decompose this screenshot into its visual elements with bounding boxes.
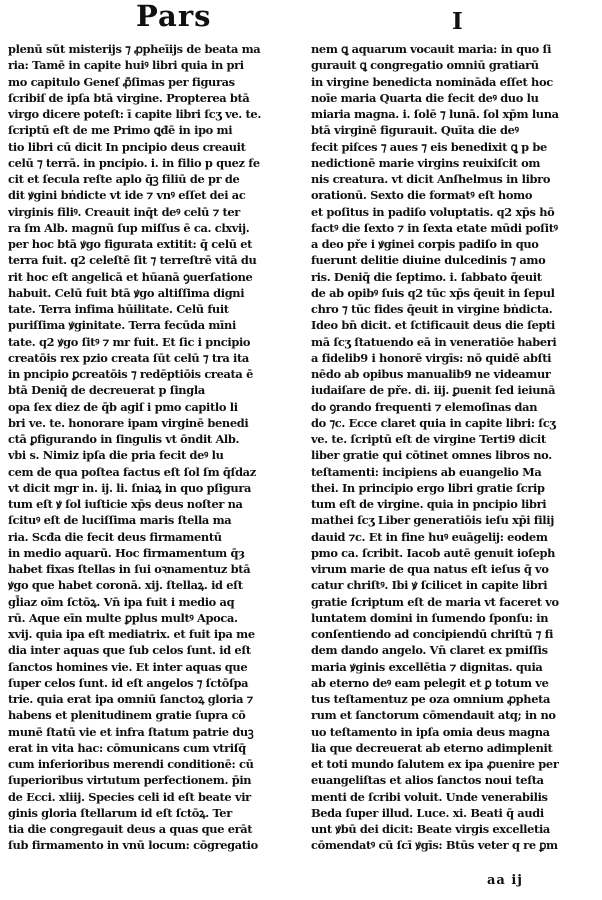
text-line: per hoc btā ꝟgo figurata extitit: q̄ celū et bbox=[8, 237, 253, 251]
text-line: iudaiſare de pře. di. iij. ꝑuenit ſed ieiunā bbox=[311, 383, 556, 398]
text-line: de Ecci. xliij. Species celi id eſt beate vir bbox=[8, 789, 251, 804]
text-line: btā Deniq̄ de decreuerat p ſingla bbox=[8, 383, 205, 398]
text-line: ſuperioribus virtutum perfectionem. p̄in bbox=[8, 773, 252, 788]
text-line: pmo ca. ſcribit. Iacob autē genuit ioſeph bbox=[311, 545, 556, 560]
text-line: teſtamenti: incipiens ab euangelio Ma bbox=[311, 464, 542, 479]
text-line: celū ⁊ terrā. in pncipio. i. in filio p quez fe bbox=[8, 155, 260, 170]
text-line: fecit piſces ⁊ aues ⁊ eis benedixit ꝗ p be bbox=[311, 139, 547, 154]
text-line: in medio aquarū. Hoc firmamentum q̄ȝ bbox=[8, 545, 245, 560]
text-line: erat in vita hac: cōmunicans cum vtriſq̄ bbox=[8, 740, 246, 755]
text-line: mā ſcʒ ſtatuendo eā in veneratiōe haberi bbox=[311, 334, 557, 349]
text-line: trie. quia erat ipa omniū ſanctoꝝ gloria ⁊ bbox=[8, 692, 253, 706]
text-line: Beda ſuper illud. Luce. xi. Beati q̄ audi bbox=[311, 805, 544, 820]
text-line: tum eſt ꝟ ſol iuſticie xp̄s deus noſter na bbox=[8, 497, 243, 511]
text-line: ſcribiſ de ipſa btā virgine. Propterea btā bbox=[8, 90, 250, 105]
text-column-left bbox=[8, 41, 290, 854]
text-line: a deo pře i ꝟginei corpis padiſo in quo bbox=[311, 237, 539, 251]
folio-number: I bbox=[452, 8, 463, 35]
text-line: virum marie de qua natus eſt ieſus q̄ vo bbox=[311, 562, 549, 576]
text-line: do ꝯrando frequenti ⁊ elemoſinas dan bbox=[311, 399, 538, 414]
text-line: ꝟgo que habet coronā. xij. ſtellaꝝ. id eſt bbox=[8, 578, 243, 593]
text-line: et poſitus in padiſo voluptatis. q2 xp̄s hō bbox=[311, 204, 555, 219]
running-head: Pars bbox=[136, 0, 212, 33]
signature-mark: aa ij bbox=[487, 873, 524, 888]
text-line: nis creatura. vt dicit Anſhelmus in libro bbox=[311, 172, 551, 186]
text-line: vbi s. Nimiz ipſa die pria fecit deꝰ lu bbox=[8, 448, 224, 463]
text-line: lia que decreuerat ab eterno adimplenit bbox=[311, 740, 553, 755]
text-line: nem ꝗ aquarum vocauit maria: in quo ſi bbox=[311, 42, 552, 56]
text-line: rū. Aque eīn multe ꝑplus multꝰ Apoca. bbox=[8, 610, 238, 625]
text-line: de ab opibꝰ ſuis q2 tūc xp̄s q̄euit in ſepul bbox=[311, 285, 555, 300]
text-line: ab eterno deꝰ eam pelegit et ꝑ totum ve bbox=[311, 675, 549, 690]
text-line: btā virginē figurauit. Quīta die deꝰ bbox=[311, 123, 519, 138]
text-line: cōmendatꝰ cū ſcī ꝟgīs: Btūs veter q re ꝑm bbox=[311, 838, 558, 853]
text-line: gratie ſcriptum eſt de maria vt faceret vo bbox=[311, 594, 559, 609]
text-line: thei. In principio ergo libri gratie ſcrip bbox=[311, 480, 545, 495]
text-line: unt ꝟbū dei dicit: Beate virgis excelletia bbox=[311, 822, 550, 836]
text-line: nedictionē marie virgins reuixiſcit om bbox=[311, 155, 541, 170]
text-line: habuit. Celū fuit btā ꝟgo altiſſima digni bbox=[8, 285, 245, 300]
text-line: maria ꝟginis excellētia ⁊ dignitas. quia bbox=[311, 659, 543, 674]
text-line: catur chriſtꝰ. Ibi ꝟ ſcilicet in capite libri bbox=[311, 578, 548, 593]
text-line: dia inter aquas que ſub celos ſunt. id eſt bbox=[8, 643, 251, 658]
text-line: opa ſex diez de q̄b agiſ i pmo capitlo li bbox=[8, 399, 238, 414]
text-line: habet fixas ſtellas in ſui oꝛnamentuz btā bbox=[8, 562, 251, 576]
text-line: dem dando angelo. Vn̄ claret ex pmiſſis bbox=[311, 643, 548, 658]
text-line: a fidelib9 i honorē virgīs: nō quidē abſti bbox=[311, 350, 552, 365]
text-line: ſcriptū eſt de me Primo ꝗđē in ipo mi bbox=[8, 123, 233, 138]
text-line: plenū sūt misterijs ⁊ ꝓpheīijs de beata ma bbox=[8, 42, 261, 56]
text-line: cum inferioribus merendi conditionē: cū bbox=[8, 757, 254, 771]
text-line: tum eſt de virgine. quia in pncipio libri bbox=[311, 497, 547, 511]
text-line: ris. Deniq̄ die ſeptimo. i. ſabbato q̄euit bbox=[311, 269, 542, 284]
text-line: ſcituꝰ eſt de luciſſima maris ſtella ma bbox=[8, 513, 232, 528]
text-line: et toti mundo ſalutem ex ipa ꝓuenire per bbox=[311, 757, 559, 771]
text-line: cem de qua poſtea factus eſt ſol ſm q̄ſdaz bbox=[8, 464, 256, 479]
text-line: in virgine benedicta nomināda eſſet hoc bbox=[311, 74, 553, 89]
text-line: rum et ſanctorum cōmendauit atq; in no bbox=[311, 708, 556, 723]
text-line: chro ⁊ tūc fides q̄euit in virgine bṅdicta. bbox=[311, 302, 553, 316]
text-line: uo teſtamento in ipſa omia deus magna bbox=[311, 724, 550, 739]
text-line: terra fuit. q2 celeſtē ſit ⁊ terreſtrē vitā du bbox=[8, 253, 257, 268]
text-line: tate. q2 ꝟgo ſitꝰ ⁊ mr fuit. Et ſic i pncipio bbox=[8, 334, 251, 349]
text-line: ve. te. ſcriptū eſt de virgine Terti9 dicit bbox=[311, 432, 546, 446]
text-line: in pncipio ꝑcreatōis ⁊ redēptiōis creata ē bbox=[8, 367, 253, 381]
text-line: rit hoc eſt angelicā et hūanā ꝯuerſatione bbox=[8, 269, 253, 284]
text-line: tio libri cū dicit In pncipio deus creauit bbox=[8, 139, 246, 154]
text-line: factꝰ die ſexto ⁊ in ſexta etate mūdi poſitꝰ bbox=[311, 220, 558, 235]
text-line: do ⁊c. Ecce claret quia in capite libri: ſcʒ bbox=[311, 415, 556, 430]
text-line: habens et plenitudinem gratie ſupra cō bbox=[8, 708, 246, 723]
text-line: ſub firmamento in vnū locum: cōgregatio bbox=[8, 838, 258, 853]
text-line: gl̄iaz oīm ſctōꝝ. Vn̄ ipa fuit i medio aq bbox=[8, 594, 235, 609]
text-line: conſentiendo ad concipiendū chriſtū ⁊ fi bbox=[311, 627, 554, 641]
text-line: cit et ſecula reſte aplo q̄ꝫ filiū de pr de bbox=[8, 172, 240, 186]
text-column-right bbox=[311, 41, 593, 854]
text-line: bri ve. te. honorare ipam virginē benedi bbox=[8, 415, 249, 430]
text-line: miaria magna. i. ſolē ⁊ lunā. ſol xp̄m luna bbox=[311, 107, 559, 121]
text-line: mathei ſcʒ Liber generatiōis ieſu xp̄i filij bbox=[311, 513, 555, 528]
text-line: ria: Tamē in capite huiꝰ libri quia in pri bbox=[8, 58, 244, 73]
text-line: xvij. quia ipa eſt mediatrix. et fuit ipa me bbox=[8, 627, 255, 641]
text-line: noīe maria Quarta die fecit deꝰ duo lu bbox=[311, 90, 539, 105]
text-line: tus teſtamentuz pe oza omnium ꝓpheta bbox=[311, 692, 551, 706]
text-line: virgo dicere poteſt: ī capite libri ſcʒ ve. te. bbox=[8, 107, 261, 121]
text-line: ria. Scđa die fecit deus firmamentū bbox=[8, 529, 222, 544]
text-line: liber gratie qui cōtinet omnes libros no. bbox=[311, 448, 552, 463]
text-line: euangeliſtas et alios ſanctos noui teſta bbox=[311, 773, 544, 788]
text-line: gurauit ꝗ congregatio omniū gratiarū bbox=[311, 58, 539, 73]
text-line: ſuper celos ſunt. id eſt angelos ⁊ ſctōſpa bbox=[8, 675, 249, 690]
text-line: ſanctos homines vie. Et inter aquas que bbox=[8, 659, 248, 674]
text-line: orationū. Sexto die formatꝰ eſt homo bbox=[311, 188, 533, 203]
text-line: creatōis rex pzio creata ſūt celū ⁊ tra ita bbox=[8, 350, 249, 365]
text-line: tia die congregauit deus a quas que erāt bbox=[8, 822, 253, 836]
text-line: vt dicit mgr in. ij. li. ſniaꝝ in quo pſigura bbox=[8, 480, 252, 495]
text-line: dit ꝟgini bṅdicte vt ide ⁊ vnꝰ eſſet dei ac bbox=[8, 188, 246, 203]
text-line: ra ſm Alb. magnū ſup miſſus ē ca. clxvij. bbox=[8, 220, 250, 235]
text-line: ctā ꝑfigurando in ſingulis vt ōndit Alb. bbox=[8, 432, 240, 446]
text-line: ginis gloria ſtellarum id eſt ſctōꝝ. Ter bbox=[8, 805, 232, 820]
text-line: puriſſima ꝟginitate. Terra fecūda mīni bbox=[8, 318, 236, 333]
text-line: mo capitulo Geneſ ꝓ̄ſimas per figuras bbox=[8, 74, 235, 89]
text-line: luntatem domini in ſumendo ſponſu: in bbox=[311, 610, 549, 625]
text-line: munē ſtatū vie et infra ſtatum patrie duꝫ bbox=[8, 724, 254, 739]
text-line: Ideo bn̄ dicit. et ſctificauit deus die ſepti bbox=[311, 318, 556, 333]
text-line: menti de ſcribi voluit. Unde venerabilis bbox=[311, 789, 548, 804]
text-line: fuerunt delitie diuine dulcedinis ⁊ amo bbox=[311, 253, 546, 268]
text-line: virginis filiꝰ. Creauit inq̄t deꝰ celū ⁊ ter bbox=[8, 204, 240, 219]
text-line: tate. Terra infima hūilitate. Celū fuit bbox=[8, 302, 229, 316]
text-line: dauid ⁊c. Et in fine huꝰ euāgelij: eodem bbox=[311, 529, 548, 544]
text-line: nēdo ab opibus manualib9 ne videamur bbox=[311, 367, 551, 381]
